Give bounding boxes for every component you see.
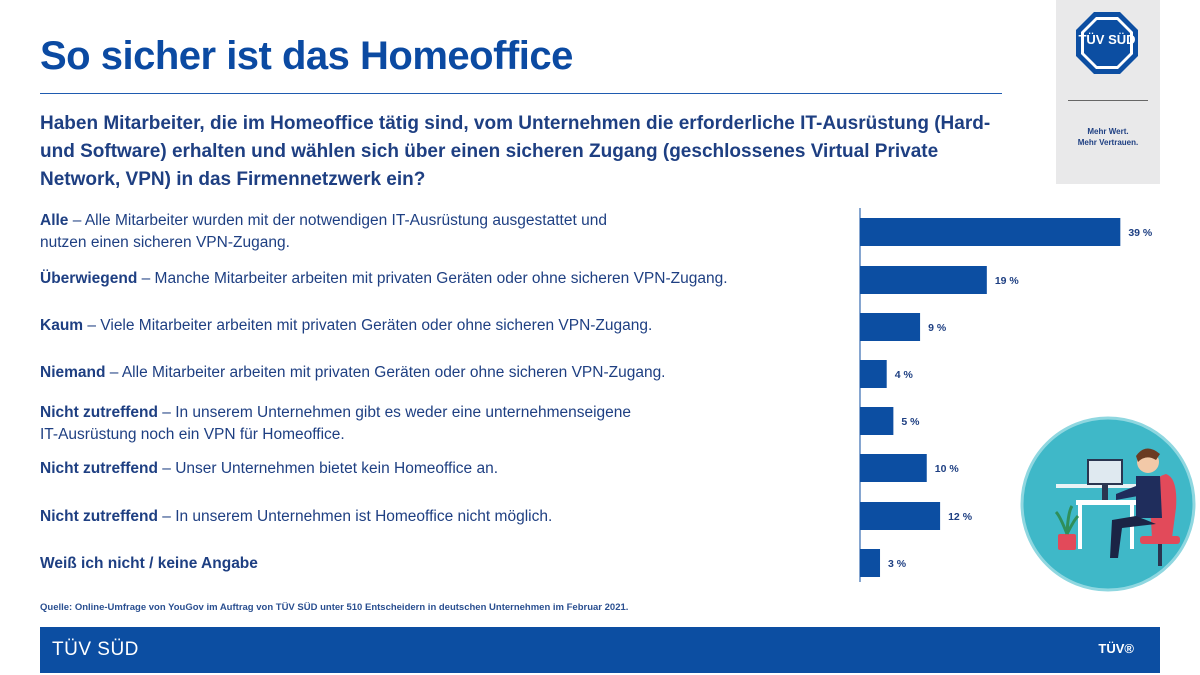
slogan-line-2: Mehr Vertrauen. [1077, 138, 1139, 147]
answer-text: – Unser Unternehmen bietet kein Homeoffice an. [157, 460, 499, 477]
bar [860, 360, 887, 388]
answer-text: – Alle Mitarbeiter wurden mit der notwendigen IT-Ausrüstung ausgestattet und [68, 212, 607, 229]
bar [860, 549, 880, 577]
answer-lead: Niemand [40, 364, 106, 381]
bar-value-label: 5 % [901, 416, 920, 428]
bar-value-label: 3 % [888, 558, 907, 570]
bar [860, 218, 1120, 246]
logo-text: TÜV SÜD [1078, 32, 1136, 47]
bar [860, 454, 927, 482]
answer-lead: Überwiegend [40, 270, 138, 287]
answer-lead: Alle [40, 212, 69, 229]
bar-value-label: 19 % [994, 275, 1019, 287]
answer-lead: Nicht zutreffend [40, 404, 158, 421]
answer-lead: Nicht zutreffend [40, 508, 158, 525]
bar [860, 313, 920, 341]
bar-value-label: 10 % [934, 463, 959, 475]
answer-text: – Viele Mitarbeiter arbeiten mit privaten Geräten oder ohne sicheren VPN-Zugang. [83, 317, 653, 334]
source-note: Quelle: Online-Umfrage von YouGov im Auftrag von TÜV SÜD unter 510 Entscheidern in deutschen Unternehmen im Februar 2021. [40, 602, 629, 613]
bar-value-label: 4 % [894, 369, 913, 381]
answer-lead: Weiß ich nicht / keine Angabe [40, 555, 258, 572]
bar-value-label: 12 % [948, 511, 973, 523]
answer-lead: Nicht zutreffend [40, 460, 158, 477]
homeoffice-illustration [1016, 412, 1200, 596]
answer-text: – In unserem Unternehmen gibt es weder eine unternehmenseigene [157, 404, 632, 421]
bar [860, 502, 940, 530]
footer-brand: TÜV SÜD [52, 639, 139, 660]
footer-bar [40, 627, 1160, 673]
slogan-line-1: Mehr Wert. [1087, 127, 1129, 136]
footer-logo-text: TÜV® [1098, 641, 1134, 656]
answer-lead: Kaum [40, 317, 84, 334]
bar [860, 407, 893, 435]
bar-value-label: 39 % [1128, 227, 1153, 239]
answer-text: – Manche Mitarbeiter arbeiten mit privaten Geräten oder ohne sicheren VPN-Zugang. [137, 270, 728, 287]
page-title: So sicher ist das Homeoffice [40, 34, 573, 78]
answer-text: – Alle Mitarbeiter arbeiten mit privaten Geräten oder ohne sicheren VPN-Zugang. [105, 364, 666, 381]
survey-question: Haben Mitarbeiter, die im Homeoffice tätig sind, vom Unternehmen die erforderliche IT-Ausrüstung (Hard- und Software) erhalten und wählen sich über einen sicheren Zugang (geschlossenes Virtual Private Network, VPN) in das Firmennetzwerk ein? [40, 113, 991, 190]
bar-value-label: 9 % [928, 322, 947, 334]
answer-text-continued: nutzen einen sicheren VPN-Zugang. [40, 234, 290, 251]
answer-text: – In unserem Unternehmen ist Homeoffice nicht möglich. [157, 508, 553, 525]
answer-text-continued: IT-Ausrüstung noch ein VPN für Homeoffice. [40, 426, 345, 443]
bar [860, 266, 987, 294]
